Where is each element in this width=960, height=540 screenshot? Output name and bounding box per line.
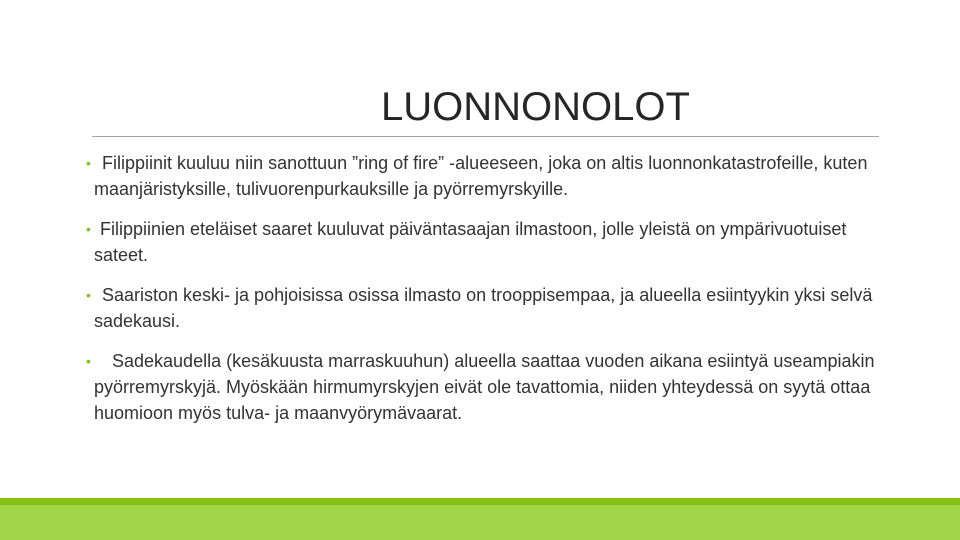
bullet-marker: • xyxy=(86,221,91,237)
bullet-item xyxy=(86,348,876,426)
footer-accent-band xyxy=(0,505,960,540)
bullet-item xyxy=(86,282,876,334)
title-divider xyxy=(92,136,879,137)
bullet-text: Sadekaudella (kesäkuusta marraskuuhun) alueella saattaa vuoden aikana esiintyä useampiakin pyörremyrskyjä. Myöskään hirmumyrskyjen eivät ole tavattomia, niiden yhteydessä on syytä ottaa huomioon myös tulva- ja maanvyörymävaarat. xyxy=(94,351,875,423)
footer-accent-bar xyxy=(0,498,960,540)
bullet-item xyxy=(86,150,876,202)
bullet-text: Filippiinien eteläiset saaret kuuluvat päiväntasaajan ilmastoon, jolle yleistä on ympärivuotuiset sateet. xyxy=(94,219,847,265)
bullet-text: Filippiinit kuuluu niin sanottuun ”ring of fire” -alueeseen, joka on altis luonnonkatastrofeille, kuten maanjäristyksille, tulivuorenpurkauksille ja pyörremyrskyille. xyxy=(94,153,868,199)
bullet-marker: • xyxy=(86,287,91,303)
bullet-text: Saariston keski- ja pohjoisissa osissa ilmasto on trooppisempaa, ja alueella esiintyykin yksi selvä sadekausi. xyxy=(94,285,873,331)
bullet-marker: • xyxy=(86,353,91,369)
bullet-item xyxy=(86,216,876,268)
bullet-marker: • xyxy=(86,155,91,171)
bullet-list xyxy=(86,150,876,426)
footer-accent-stripe xyxy=(0,498,960,505)
slide-title: LUONNONOLOT xyxy=(381,85,690,129)
